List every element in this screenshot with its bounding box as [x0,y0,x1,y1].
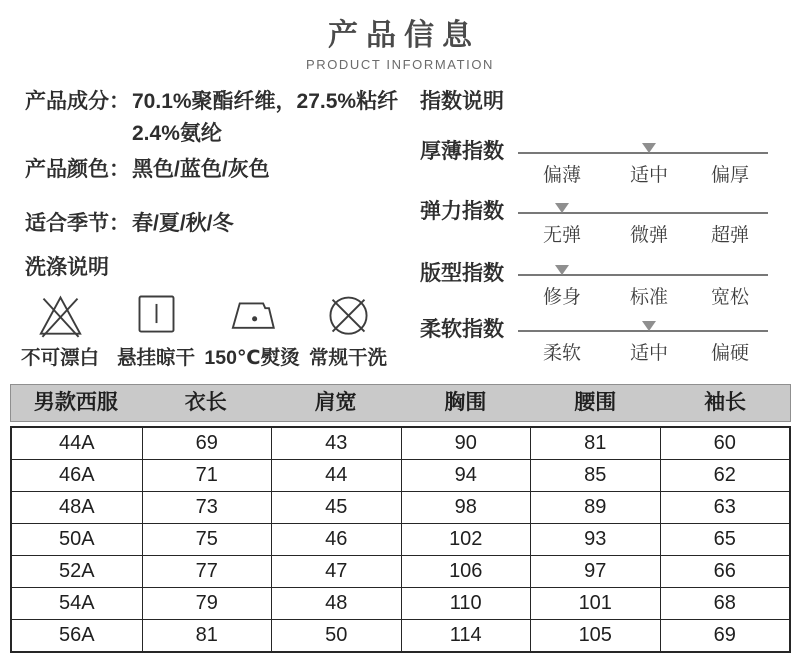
washing-item-label: 悬挂晾干 [116,347,195,369]
table-row [12,523,789,555]
scale-tick: 柔软 [542,343,582,364]
washing-item-label: 150℃熨烫 [204,347,300,369]
scale-tick: 偏薄 [542,165,582,186]
season-row [25,212,420,236]
table-cell: 102 [401,524,531,555]
scale-label: 版型指数 [420,262,504,285]
table-cell: 56A [58,624,95,646]
washing-item [108,288,204,370]
table-cell: 77 [142,556,272,587]
table-cell: 66 [660,556,790,587]
color-row [25,158,420,182]
scale-row-softness [420,316,798,372]
table-cell: 54A [58,592,95,614]
iron-150-icon [227,288,278,339]
index-heading: 指数说明 [420,90,504,113]
scale-tick: 标准 [629,287,669,308]
product-details-section [20,90,420,370]
dry-clean-icon [323,288,374,339]
table-cell: 114 [401,620,531,651]
scale-tick: 适中 [629,343,669,364]
scale-track [518,316,768,372]
table-header-cell: 衣长 [184,391,227,414]
composition-row [25,90,420,146]
table-cell: 69 [660,620,790,651]
scale-track [518,138,768,194]
table-cell: 110 [401,588,531,619]
scale-tick: 偏厚 [710,165,750,186]
table-cell: 50 [271,620,401,651]
scale-marker-icon [642,143,656,153]
composition-value: 70.1%聚酯纤维，27.5%粘纤 2.4%氨纶 [132,90,399,145]
table-cell: 98 [401,492,531,523]
scale-tick: 微弹 [629,225,669,246]
table-cell: 48 [271,588,401,619]
table-cell: 101 [530,588,660,619]
table-cell: 106 [401,556,531,587]
season-value: 春/夏/秋/冬 [132,212,234,235]
scale-label: 柔软指数 [420,318,504,341]
table-row [12,555,789,587]
table-cell: 50A [58,528,95,550]
table-cell: 68 [660,588,790,619]
table-cell: 75 [142,524,272,555]
table-header-cell: 胸围 [444,391,487,414]
table-row [12,459,789,491]
color-value: 黑色/蓝色/灰色 [132,158,270,181]
washing-icons-row [12,288,420,370]
scale-label: 弹力指数 [420,200,504,223]
scale-row-thickness [420,138,798,194]
table-header-cell: 袖长 [704,391,747,414]
table-cell: 105 [530,620,660,651]
table-cell: 47 [271,556,401,587]
table-cell: 85 [530,460,660,491]
washing-heading: 洗涤说明 [25,256,109,279]
table-cell: 60 [660,428,790,459]
table-cell: 62 [660,460,790,491]
table-cell: 81 [530,428,660,459]
washing-item-label: 常规干洗 [308,347,387,369]
table-cell: 73 [142,492,272,523]
table-cell: 65 [660,524,790,555]
table-cell: 71 [142,460,272,491]
scale-tick: 偏硬 [710,343,750,364]
scale-tick: 无弹 [542,225,582,246]
table-cell: 79 [142,588,272,619]
table-row [12,619,789,651]
page-title: 产品信息 [328,19,480,52]
table-row [12,428,789,459]
hang-dry-icon [131,288,182,339]
scale-tick: 适中 [629,165,669,186]
table-cell: 45 [271,492,401,523]
table-header-cell: 腰围 [574,391,617,414]
index-section [420,90,798,370]
table-cell: 48A [58,496,95,518]
season-label: 适合季节： [25,212,130,235]
washing-item-label: 不可漂白 [20,347,99,369]
scale-marker-icon [642,321,656,331]
table-cell: 93 [530,524,660,555]
table-cell: 43 [271,428,401,459]
scale-marker-icon [555,203,569,213]
table-header-cell: 肩宽 [314,391,357,414]
table-cell: 44A [58,432,95,454]
washing-item [204,288,300,370]
scale-label: 厚薄指数 [420,140,504,163]
washing-item [12,288,108,370]
scale-tick: 超弹 [710,225,750,246]
table-cell: 94 [401,460,531,491]
table-cell: 63 [660,492,790,523]
table-cell: 52A [58,560,95,582]
size-table-header [10,384,791,422]
scale-tick: 宽松 [710,287,750,308]
scale-track [518,260,768,316]
washing-item [300,288,396,370]
no-bleach-icon [35,288,86,339]
size-table [10,384,791,653]
table-cell: 69 [142,428,272,459]
table-cell: 90 [401,428,531,459]
table-cell: 44 [271,460,401,491]
scale-tick: 修身 [542,287,582,308]
page-subtitle: PRODUCT INFORMATION [305,57,495,72]
table-cell: 97 [530,556,660,587]
scale-marker-icon [555,265,569,275]
table-cell: 81 [142,620,272,651]
color-label: 产品颜色： [25,158,130,181]
composition-label: 产品成分： [25,90,130,113]
size-table-body [10,426,791,653]
table-cell: 46A [58,464,95,486]
table-cell: 46 [271,524,401,555]
page-header [0,10,800,72]
table-cell: 89 [530,492,660,523]
scale-row-elasticity [420,198,798,254]
scale-track [518,198,768,254]
scale-row-fit [420,260,798,316]
table-row [12,491,789,523]
table-row [12,587,789,619]
table-header-cell: 男款西服 [33,391,118,414]
